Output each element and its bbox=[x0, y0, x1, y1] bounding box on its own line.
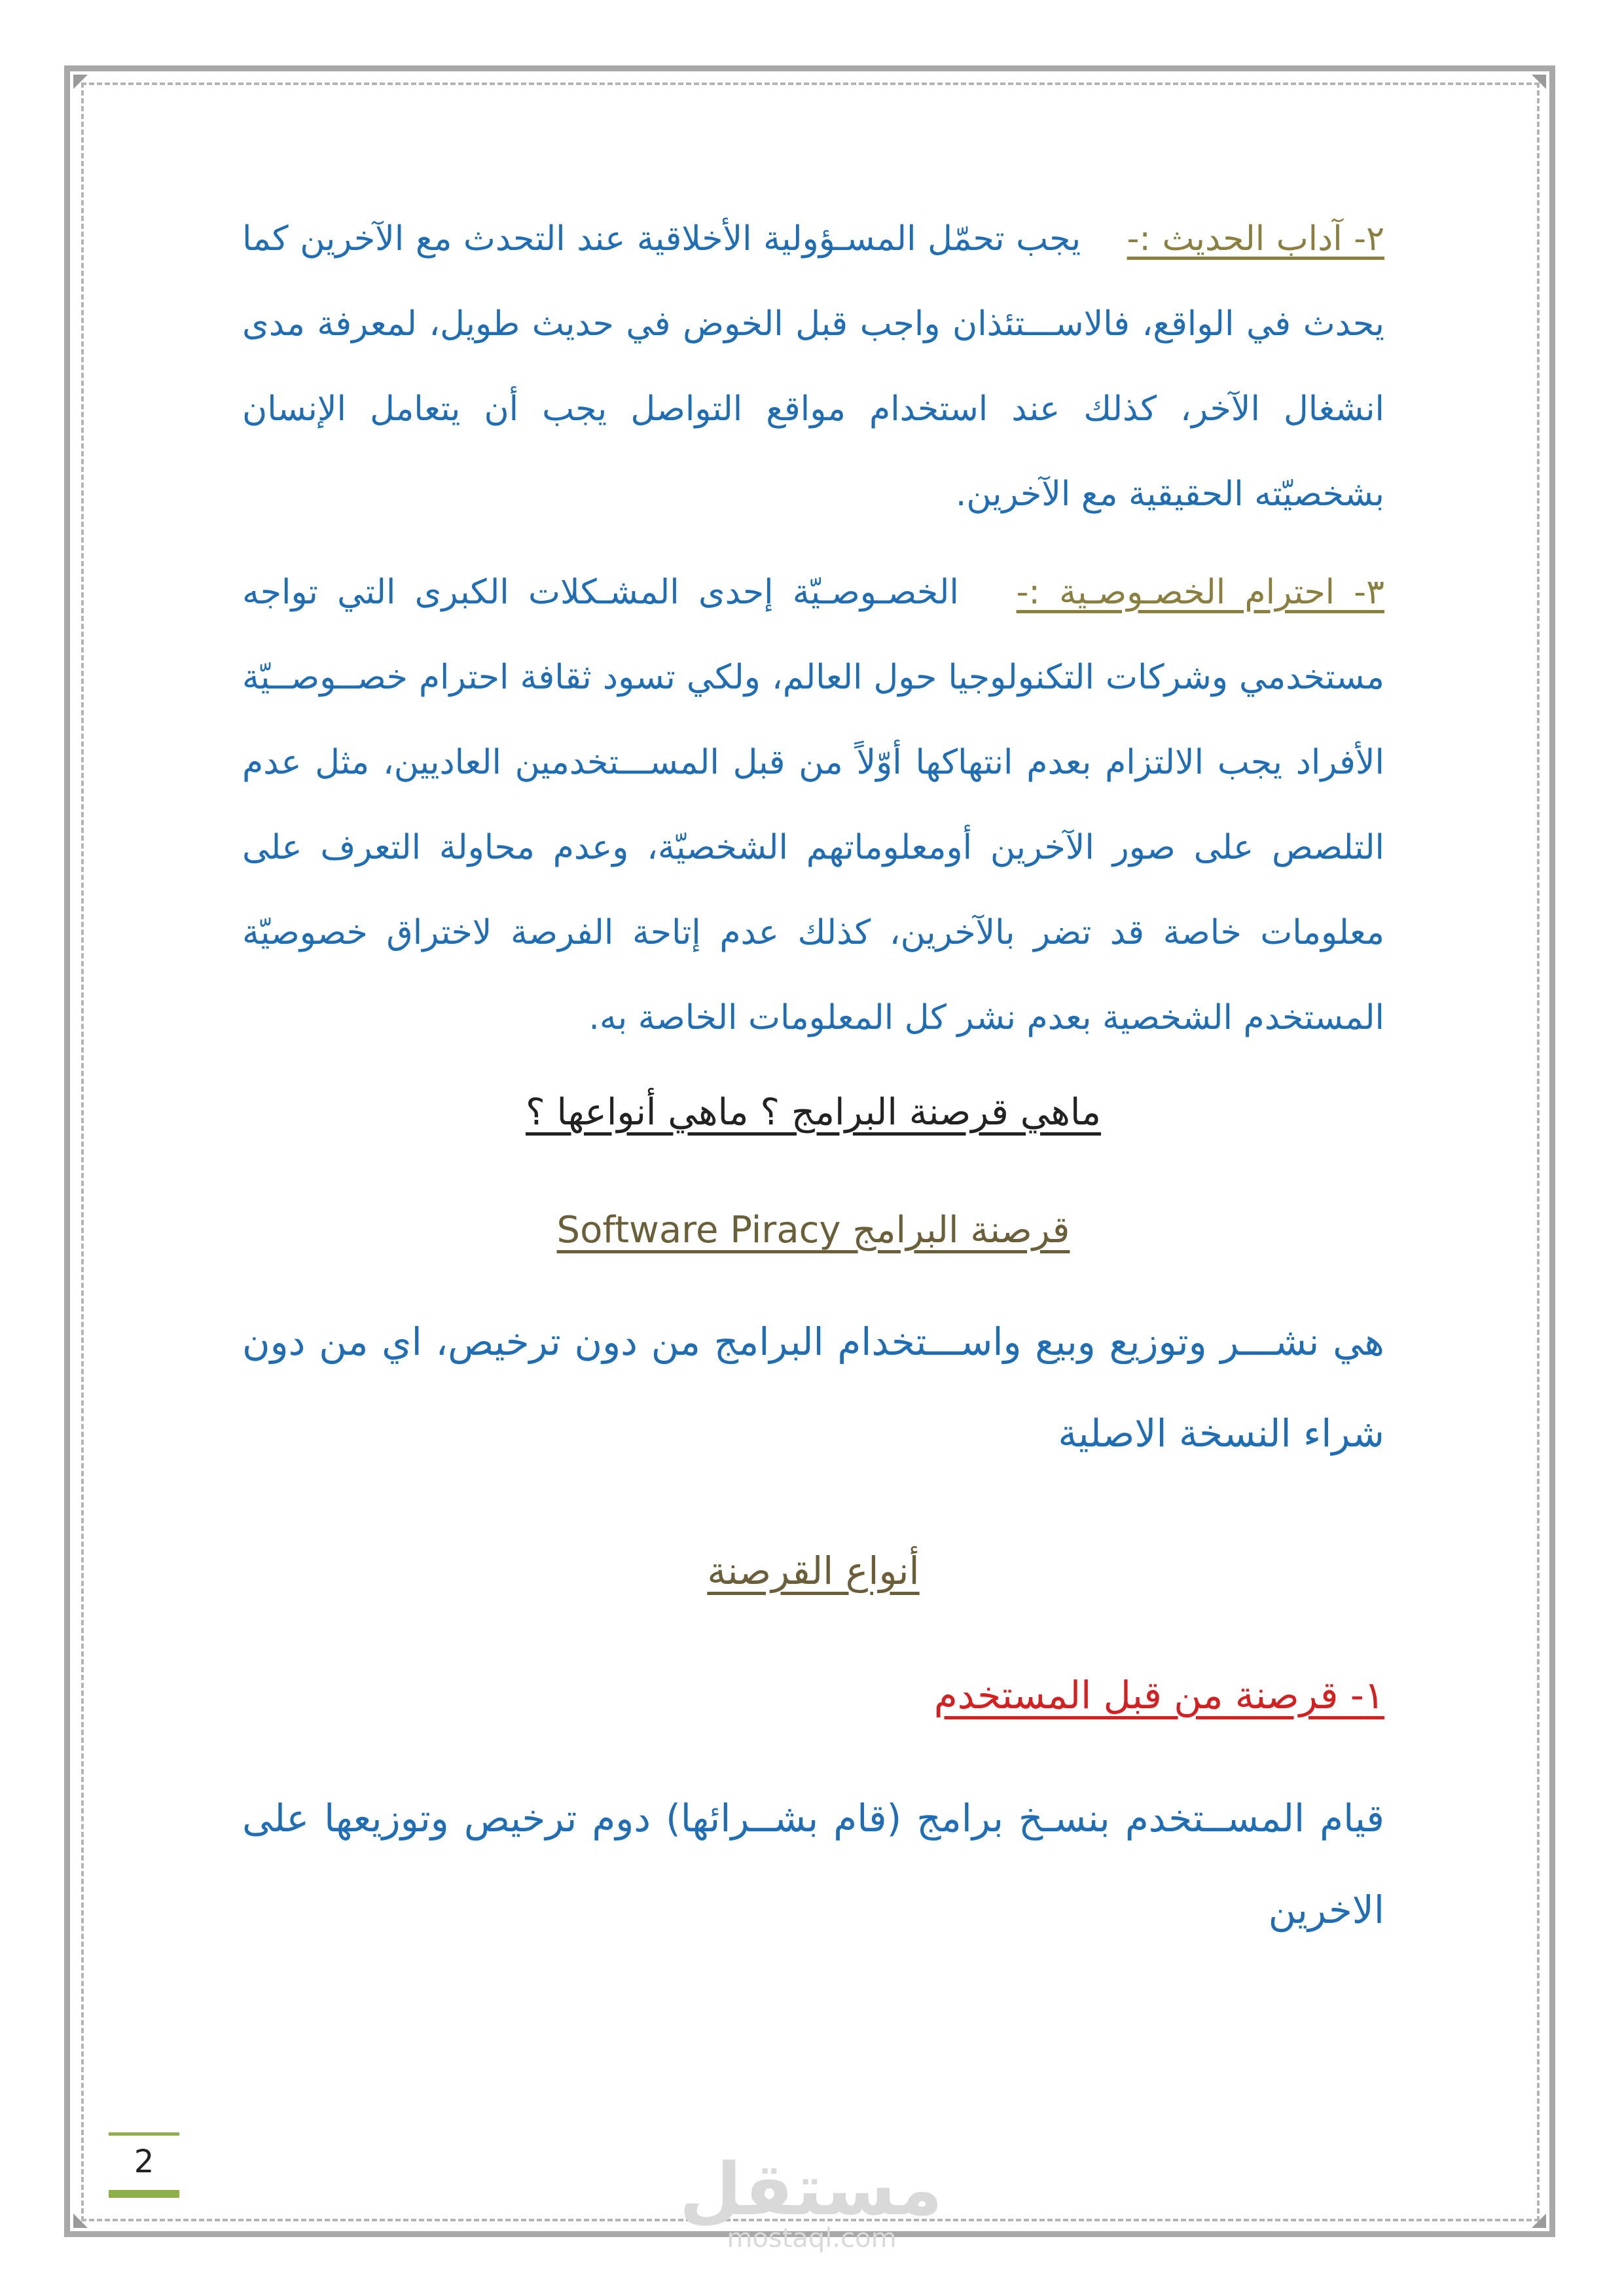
page-number-top-rule bbox=[109, 2132, 179, 2136]
piracy-title: قرصنة البرامج Software Piracy bbox=[556, 1209, 1070, 1251]
privacy-paragraph bbox=[242, 550, 1384, 1060]
mostaql-watermark bbox=[679, 2147, 943, 2253]
manners-heading: ٢- آداب الحديث :- bbox=[1127, 219, 1384, 259]
manners-paragraph bbox=[242, 196, 1384, 537]
manners-text: يجب تحمّل المسـؤولية الأخلاقية عند التحدث مع الآخرين كما يحدث في الواقع، فالاســـتئذان واجب قبل الخوض في حديث طويل، لمعرفة مدى انشغال الآخر، كذلك عند استخدام مواقع التواصل يجب أن يتعامل الإنسان بشخصيّته الحقيقية مع الآخرين. bbox=[242, 219, 1384, 514]
page-number-box bbox=[109, 2132, 179, 2195]
piracy-definition: هي نشـــر وتوزيع وبيع واســـتخدام البرامج من دون ترخيص، اي من دون شراء النسخة الاصلية bbox=[242, 1319, 1384, 1456]
watermark-url: mostaql.com bbox=[727, 2223, 897, 2253]
page-number: 2 bbox=[134, 2144, 154, 2180]
type1-heading: ١- قرصنة من قبل المستخدم bbox=[933, 1673, 1384, 1717]
type1-text: قيام المســتخدم بنسـخ برامج (قام بشــرائها) دوم ترخيص وتوزيعها على الاخرين bbox=[242, 1796, 1384, 1932]
privacy-text: الخصـوصـيّة إحدى المشـكلات الكبرى التي تواجه مستخدمي وشركات التكنولوجيا حول العالم، ولكي تسود ثقافة احترام خصــوصــيّة الأفراد يجب الالتزام بعدم انتهاكها أوّلاً من قبل المســـتخدمين العاديين، مثل عدم التلصص على صور الآخرين أومعلوماتهم الشخصيّة، وعدم محاولة التعرف على معلومات خاصة قد تضر بالآخرين، كذلك عدم إتاحة الفرصة لاختراق خصوصيّة المستخدم الشخصية بعدم نشر كل المعلومات الخاصة به. bbox=[242, 573, 1384, 1037]
frame-corner-ornament bbox=[1532, 75, 1546, 89]
watermark-logo: مستقل bbox=[679, 2147, 943, 2231]
frame-corner-ornament bbox=[73, 2214, 88, 2228]
document-body bbox=[242, 196, 1384, 1956]
privacy-heading: ٣- احترام الخصـوصـية :- bbox=[1016, 573, 1385, 612]
frame-corner-ornament bbox=[73, 75, 88, 89]
frame-corner-ornament bbox=[1532, 2214, 1546, 2228]
types-title: أنواع القرصنة bbox=[707, 1549, 920, 1593]
question-title: ماهي قرصنة البرامج ؟ ماهي أنواعها ؟ bbox=[526, 1091, 1101, 1134]
page-number-bottom-rule bbox=[109, 2190, 179, 2198]
